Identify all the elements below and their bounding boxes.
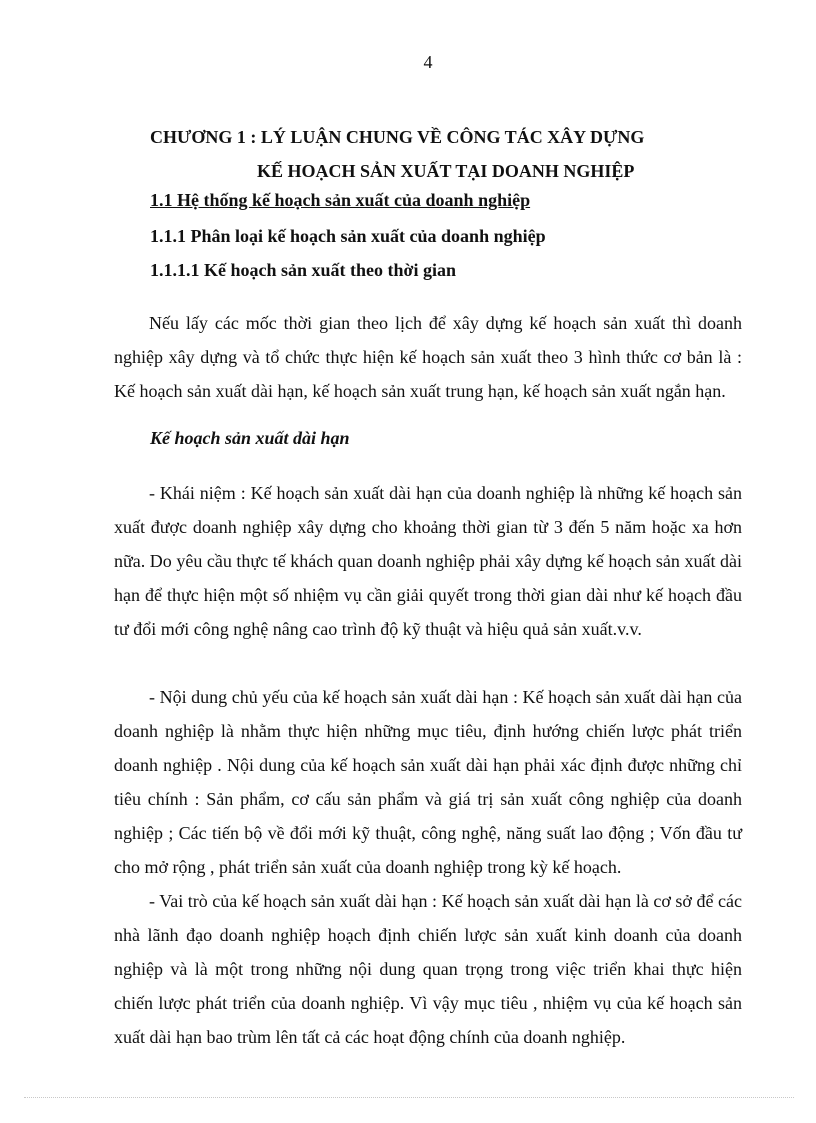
paragraph-role: - Vai trò của kế hoạch sản xuất dài hạn : Kế hoạch sản xuất dài hạn là cơ sở để các nhà lãnh đạo doanh nghiệp hoạch định chiến lược sản xuất kinh doanh của doanh nghiệp và là một trong những nội dung quan trọng trong việc triển khai thực hiện chiến lược phát triển của doanh nghiệp. Vì vậy mục tiêu , nhiệm vụ của kế hoạch sản xuất dài hạn bao trùm lên tất cả các hoạt động chính của doanh nghiệp. <box>114 891 742 1047</box>
paragraph-concept: - Khái niệm : Kế hoạch sản xuất dài hạn của doanh nghiệp là những kế hoạch sản xuất được doanh nghiệp xây dựng cho khoảng thời gian từ 3 đến 5 năm hoặc xa hơn nữa. Do yêu cầu thực tế khách quan doanh nghiệp phải xây dựng kế hoạch sản xuất dài hạn để thực hiện một số nhiệm vụ cần giải quyết trong thời gian dài như kế hoạch đầu tư đổi mới công nghệ nâng cao trình độ kỹ thuật và hiệu quả sản xuất.v.v. <box>114 483 742 639</box>
subheading-long-term-plan: Kế hoạch sản xuất dài hạn <box>150 428 350 448</box>
chapter-title <box>150 120 644 188</box>
paragraph-intro: Nếu lấy các mốc thời gian theo lịch để xây dựng kế hoạch sản xuất thì doanh nghiệp xây dựng và tổ chức thực hiện kế hoạch sản xuất theo 3 hình thức cơ bản là : Kế hoạch sản xuất dài hạn, kế hoạch sản xuất trung hạn, kế hoạch sản xuất ngắn hạn. <box>114 313 742 401</box>
section-heading-1-1-1-1: 1.1.1.1 Kế hoạch sản xuất theo thời gian <box>150 260 456 280</box>
page-number: 4 <box>423 52 433 72</box>
chapter-title-line-1: CHƯƠNG 1 : LÝ LUẬN CHUNG VỀ CÔNG TÁC XÂY DỰNG <box>150 127 645 147</box>
chapter-title-line-2: KẾ HOẠCH SẢN XUẤT TẠI DOANH NGHIỆP <box>257 161 635 181</box>
section-heading-1-1: 1.1 Hệ thống kế hoạch sản xuất của doanh nghiệp <box>150 190 531 210</box>
paragraph-main-content: - Nội dung chủ yếu của kế hoạch sản xuất dài hạn : Kế hoạch sản xuất dài hạn của doanh nghiệp là nhằm thực hiện những mục tiêu, định hướng chiến lược phát triển doanh nghiệp . Nội dung của kế hoạch sản xuất dài hạn phải xác định được những chỉ tiêu chính : Sản phẩm, cơ cấu sản phẩm và giá trị sản xuất công nghiệp của doanh nghiệp ; Các tiến bộ về đổi mới kỹ thuật, công nghệ, năng suất lao động ; Vốn đầu tư cho mở rộng , phát triển sản xuất của doanh nghiệp trong kỳ kế hoạch. <box>114 687 742 877</box>
section-heading-1-1-1: 1.1.1 Phân loại kế hoạch sản xuất của doanh nghiệp <box>150 226 546 246</box>
footer-divider <box>24 1097 794 1098</box>
